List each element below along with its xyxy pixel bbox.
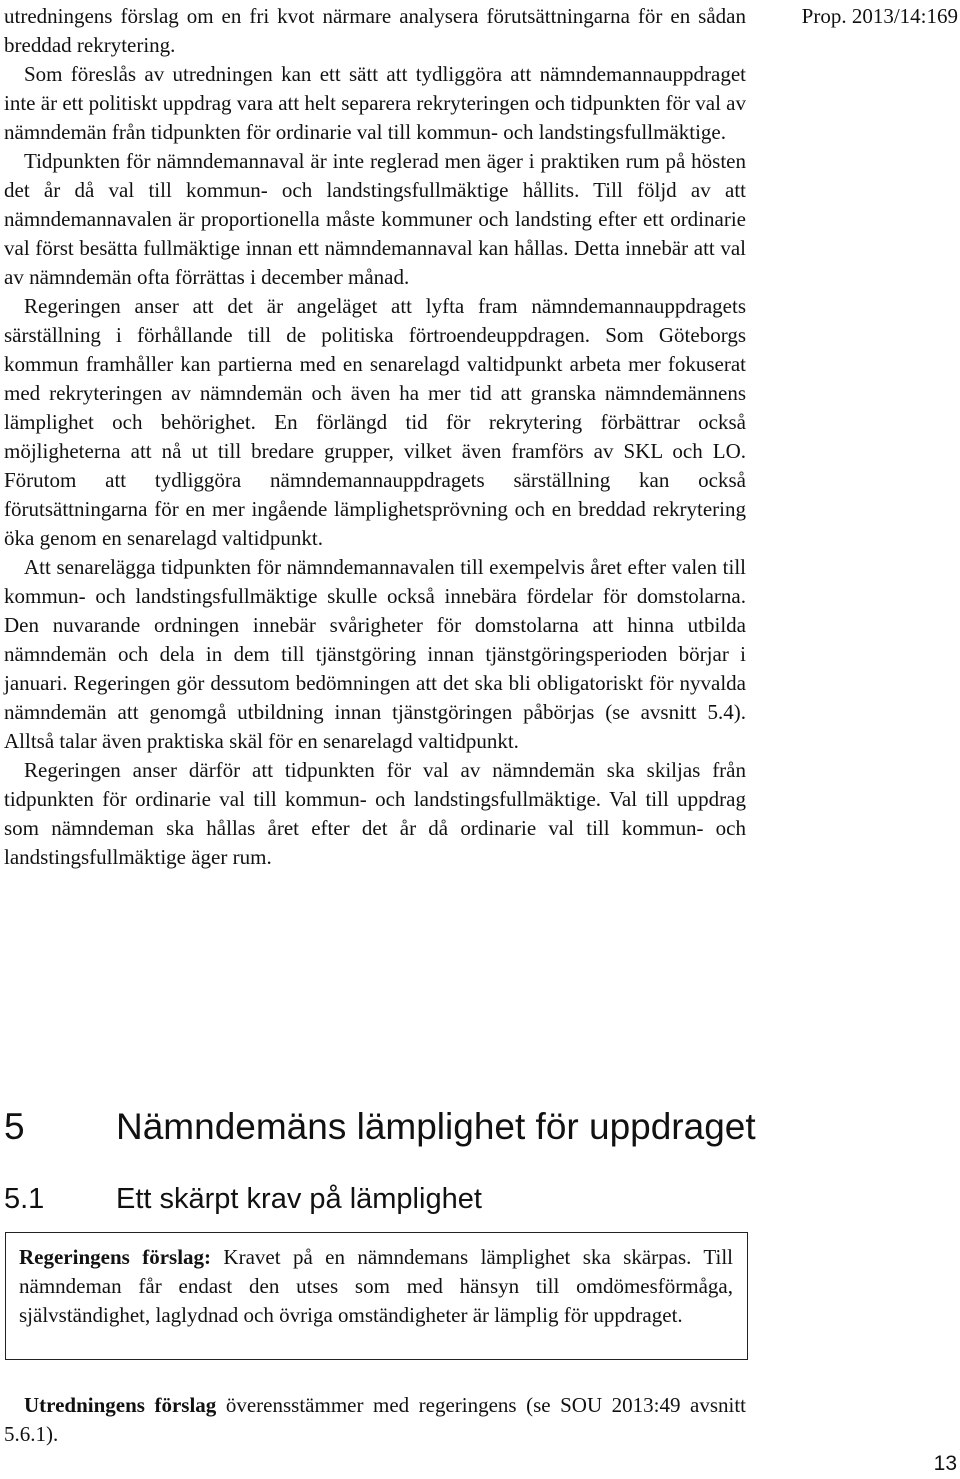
- body-text: [4, 2, 746, 872]
- section-title: Nämndemäns lämplighet för uppdraget: [116, 1106, 756, 1147]
- inquiry-label: Utredningens förslag: [24, 1393, 217, 1417]
- paragraph: utredningens förslag om en fri kvot närmare analysera förutsättningarna för en sådan breddad rekrytering.: [4, 4, 746, 57]
- inquiry-statement: [4, 1391, 746, 1449]
- paragraph: Att senarelägga tidpunkten för nämndemannavalen till exempelvis året efter valen till kommun- och landstingsfullmäktige skulle också innebära fördelar för domstolarna. Den nuvarande ordningen innebär svårigheter för domstolarna att hinna utbilda nämndemän och dela in dem till tjänstgöring innan tjänstgöringsperioden börjar i januari. Regeringen gör dessutom bedömningen att det ska bli obligatoriskt för nyvalda nämndemän att genomgå utbildning innan tjänstgöringen påbörjas (se avsnitt 5.4). Alltså talar även praktiska skäl för en senarelagd valtidpunkt.: [4, 555, 746, 753]
- inquiry-text: överensstämmer med regeringens (se SOU 2013:49 avsnitt 5.6.1).: [4, 1393, 747, 1446]
- page-number: 13: [933, 1452, 957, 1475]
- paragraph: Tidpunkten för nämndemannaval är inte reglerad men äger i praktiken rum på hösten det år då val till kommun- och landstingsfullmäktige hållits. Till följd av att nämndemannavalen är proportionella måste kommuner och landsting efter ett ordinarie val först besätta fullmäktige innan ett nämndemannaval kan hållas. Detta innebär att val av nämndemän ofta förrättas i december månad.: [4, 149, 746, 289]
- section-number: 5: [4, 1106, 25, 1147]
- subsection-number: 5.1: [4, 1183, 45, 1215]
- proposition-reference: Prop. 2013/14:169: [801, 4, 958, 28]
- paragraph: Som föreslås av utredningen kan ett sätt att tydliggöra att nämndemannauppdraget inte är ett politiskt uppdrag vara att helt separera rekryteringen och tidpunkten för val av nämndemän från tidpunkten för ordinarie val till kommun- och landstingsfullmäktige.: [4, 62, 746, 144]
- subsection-heading: [4, 1179, 482, 1219]
- subsection-title: Ett skärpt krav på lämplighet: [116, 1183, 482, 1215]
- proposal-label: Regeringens förslag:: [19, 1245, 212, 1269]
- proposal-box: [5, 1232, 748, 1360]
- proposal-text: Kravet på en nämndemans lämplighet ska skärpas. Till nämndeman får endast den utses som med hänsyn till omdömesförmåga, självständighet, laglydnad och övriga omständigheter är lämplig för uppdraget.: [19, 1245, 733, 1327]
- section-heading: [4, 1103, 756, 1151]
- paragraph: Regeringen anser att det är angeläget att lyfta fram nämndemannauppdragets särställning i förhållande till de politiska förtroendeuppdragen. Som Göteborgs kommun framhåller kan partierna med en senarelagd valtidpunkt arbeta mer fokuserat med rekryteringen av nämndemän och även ha mer tid att granska nämndemännens lämplighet och behörighet. En förlängd tid för rekrytering förbättrar också möjligheterna att nå ut till bredare grupper, vilket även framförs av SKL och LO. Förutom att tydliggöra nämndemannauppdragets särställning kan också förutsättningarna för en mer ingående lämplighetsprövning och en breddad rekrytering öka genom en senarelagd valtidpunkt.: [4, 294, 746, 550]
- paragraph: Regeringen anser därför att tidpunkten för val av nämndemän ska skiljas från tidpunkten för ordinarie val till kommun- och landstingsfullmäktige. Val till uppdrag som nämndeman ska hållas året efter det år då ordinarie val till kommun- och landstingsfullmäktige äger rum.: [4, 758, 746, 869]
